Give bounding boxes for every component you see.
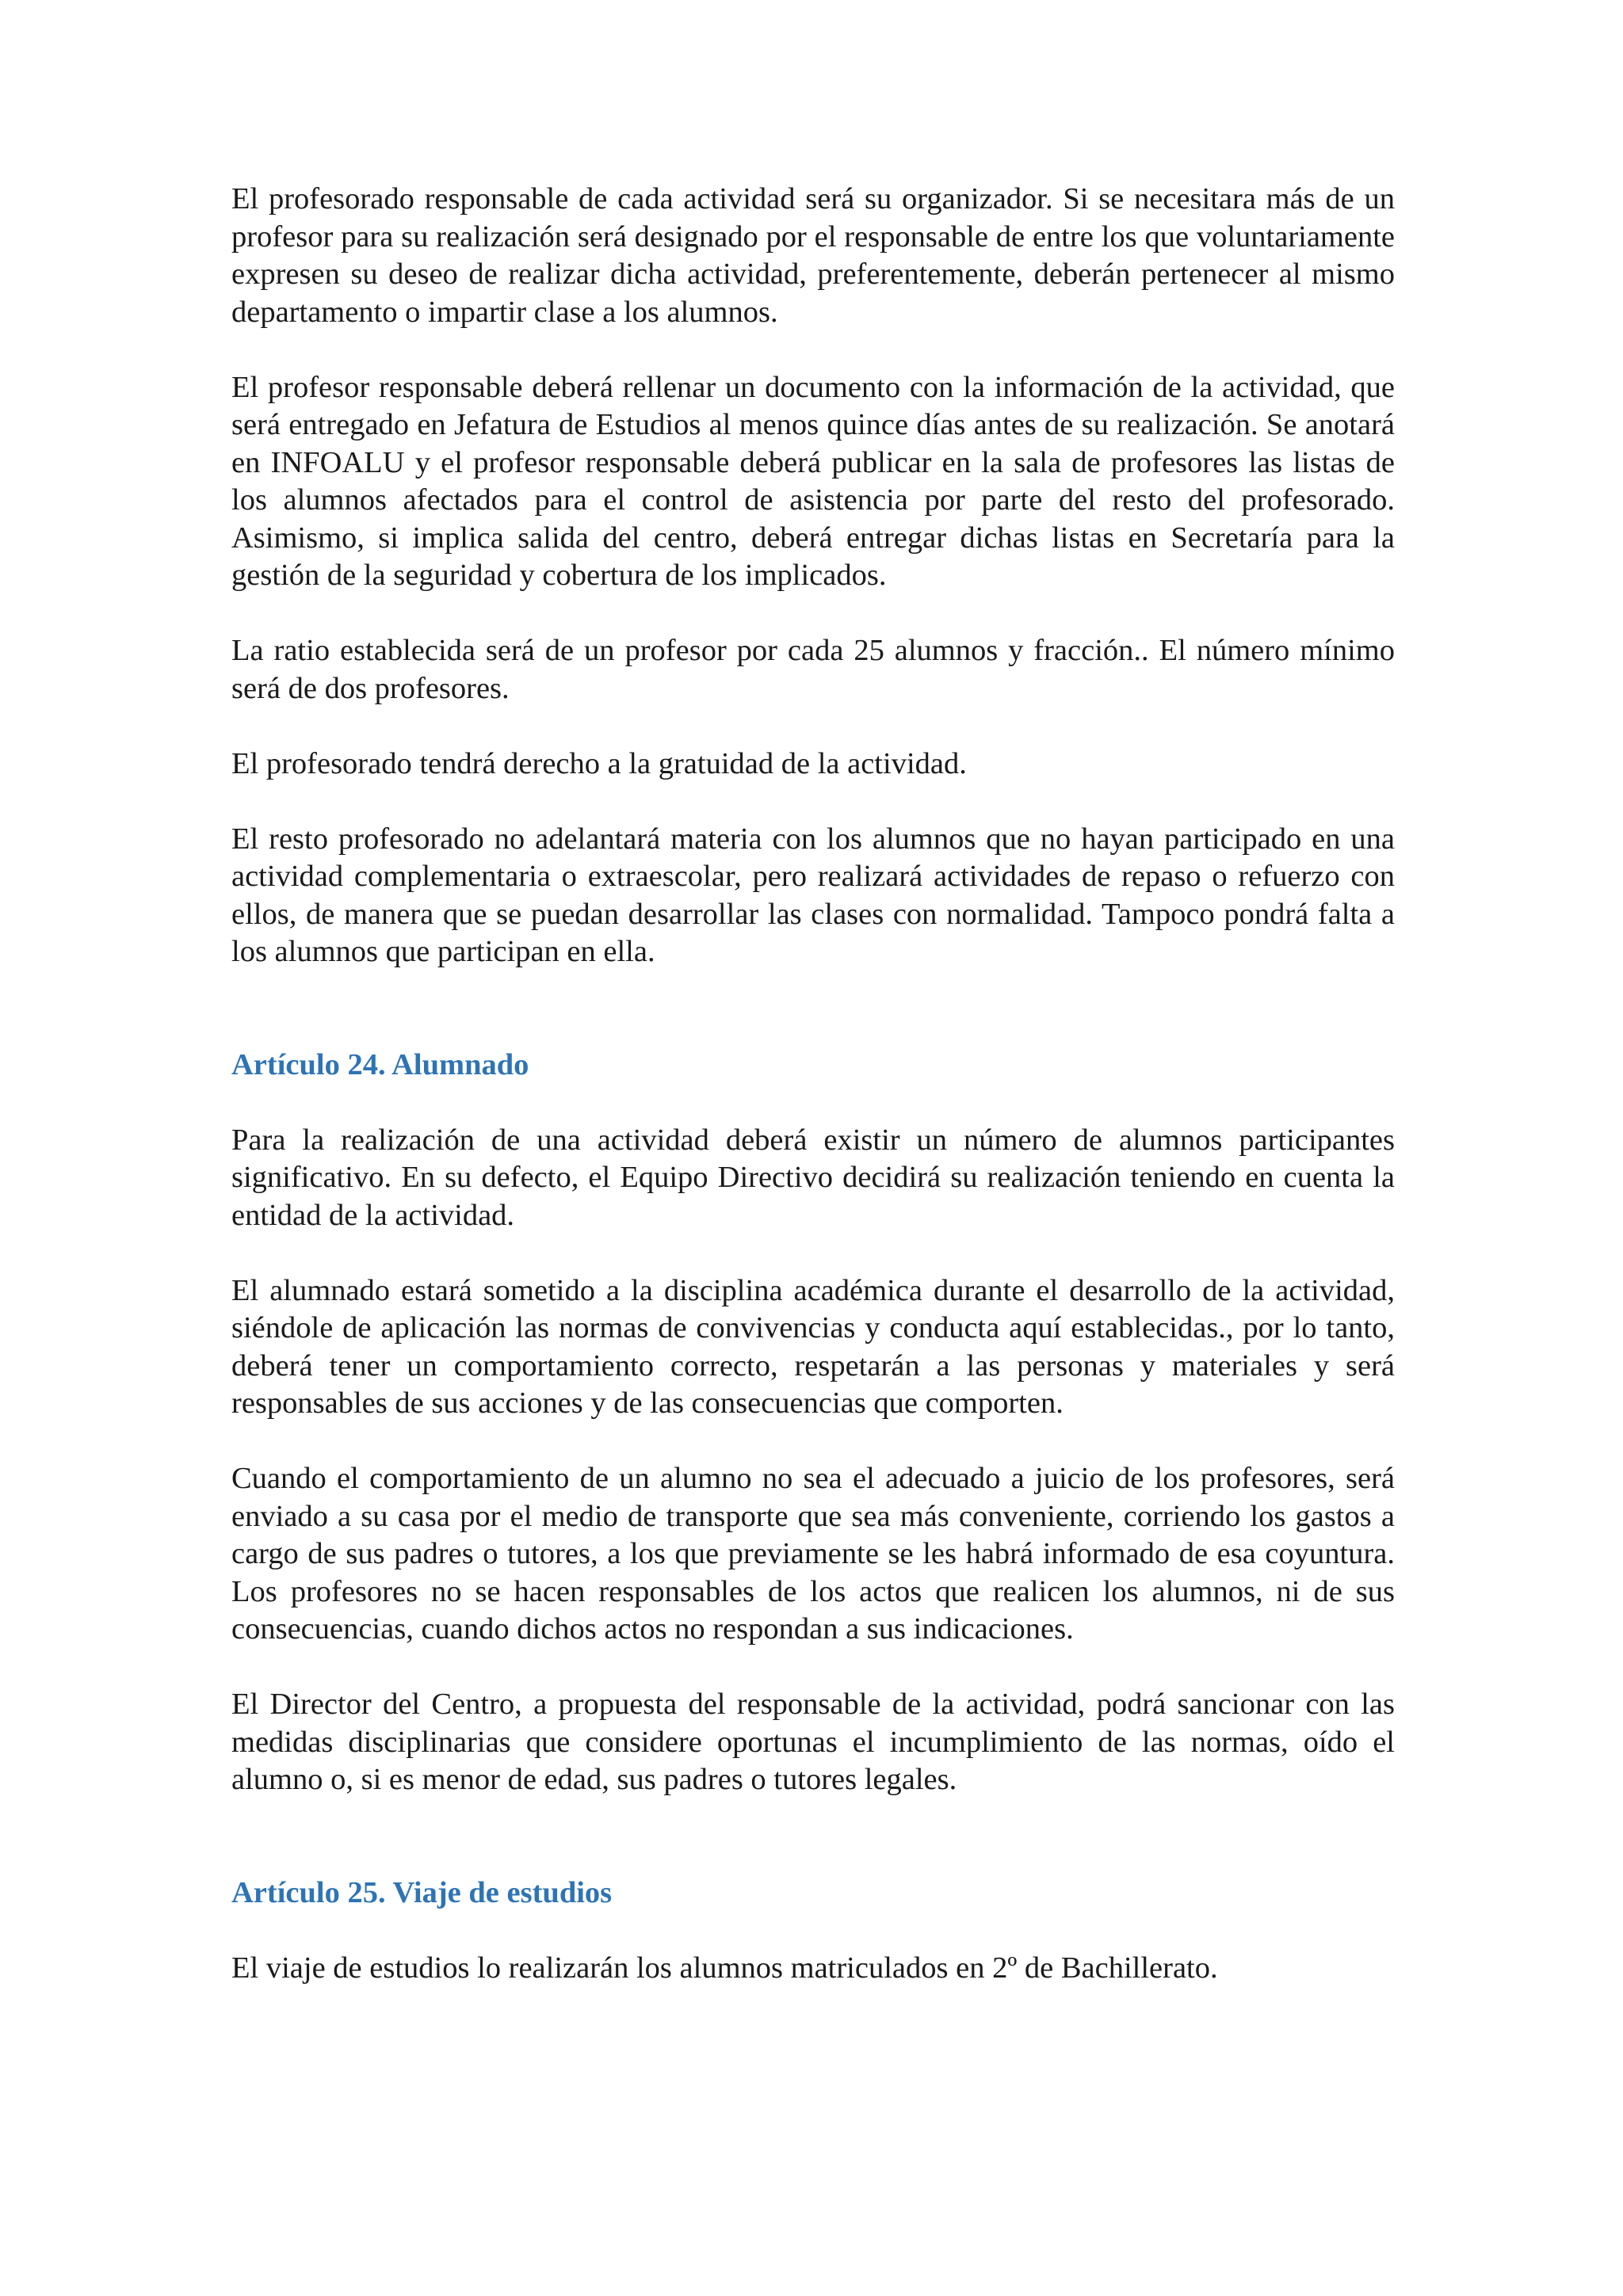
article-25-paragraph: El viaje de estudios lo realizarán los alumnos matriculados en 2º de Bachillerato. [231, 1951, 1218, 1985]
paragraph-gap [231, 1084, 1395, 1122]
paragraph-rest-teachers: El resto profesorado no adelantará materia con los alumnos que no hayan participado en una actividad complementaria o extraescolar, pero realizará actividades de repaso o refuerzo con ellos, de manera que se puedan desarrollar las clases con normalidad. Tampoco pondrá falta a los alumnos que participan en ella. [231, 822, 1395, 968]
article-24-paragraph: Cuando el comportamiento de un alumno no sea el adecuado a juicio de los profesores, será enviado a su casa por el medio de transporte que sea más conveniente, corriendo los gastos a cargo de sus padres o tutores, a los que previamente se les habrá informado de esa coyuntura. Los profesores no se hacen responsables de los actos que realicen los alumnos, ni de sus consecuencias, cuando dichos actos no respondan a sus indicaciones. [231, 1462, 1395, 1646]
section-gap [231, 1799, 1395, 1875]
paragraph-ratio: La ratio establecida será de un profesor por cada 25 alumnos y fracción.. El número mínimo será de dos profesores. [231, 634, 1395, 705]
paragraph-gap [231, 783, 1395, 821]
article-25-heading: Artículo 25. Viaje de estudios [231, 1875, 613, 1909]
article-24-paragraph: El alumnado estará sometido a la disciplina académica durante el desarrollo de la actividad, siéndole de aplicación las normas de convivencias y conducta aquí establecidas., por lo tanto, deberá tener un comportamiento correcto, respetarán a las personas y materiales y será responsables de sus acciones y de las consecuencias que comporten. [231, 1273, 1395, 1420]
paragraph-gap [231, 1649, 1395, 1687]
paragraph-gap [231, 707, 1395, 746]
article-24-paragraph: Para la realización de una actividad deberá existir un número de alumnos participantes significativo. En su defecto, el Equipo Directivo decidirá su realización teniendo en cuenta la entidad de la actividad. [231, 1123, 1395, 1232]
paragraph-gratuity: El profesorado tendrá derecho a la gratuidad de la actividad. [231, 746, 967, 780]
paragraph-responsible-document: El profesor responsable deberá rellenar un documento con la información de la actividad, que será entregado en Jefatura de Estudios al menos quince días antes de su realización. Se anotará en INFOALU y el profesor responsable deberá publicar en la sala de profesores las listas de los alumnos afectados para el control de asistencia por parte del resto del profesorado. Asimismo, si implica salida del centro, deberá entregar dichas listas en Secretaría para la gestión de la seguridad y cobertura de los implicados. [231, 370, 1395, 592]
section-gap [231, 971, 1395, 1047]
paragraph-gap [231, 1234, 1395, 1272]
paragraph-organizer: El profesorado responsable de cada actividad será su organizador. Si se necesitara más de un profesor para su realización será designado por el responsable de entre los que voluntariamente expresen su deseo de realizar dicha actividad, preferentemente, deberán pertenecer al mismo departamento o impartir clase a los alumnos. [231, 182, 1395, 329]
paragraph-gap [231, 331, 1395, 369]
paragraph-gap [231, 1912, 1395, 1950]
document-page [231, 181, 1395, 1987]
article-24-paragraph: El Director del Centro, a propuesta del responsable de la actividad, podrá sancionar con las medidas disciplinarias que considere oportunas el incumplimiento de las normas, oído el alumno o, si es menor de edad, sus padres o tutores legales. [231, 1688, 1395, 1796]
paragraph-gap [231, 1423, 1395, 1461]
paragraph-gap [231, 595, 1395, 633]
article-24-heading: Artículo 24. Alumnado [231, 1047, 529, 1081]
